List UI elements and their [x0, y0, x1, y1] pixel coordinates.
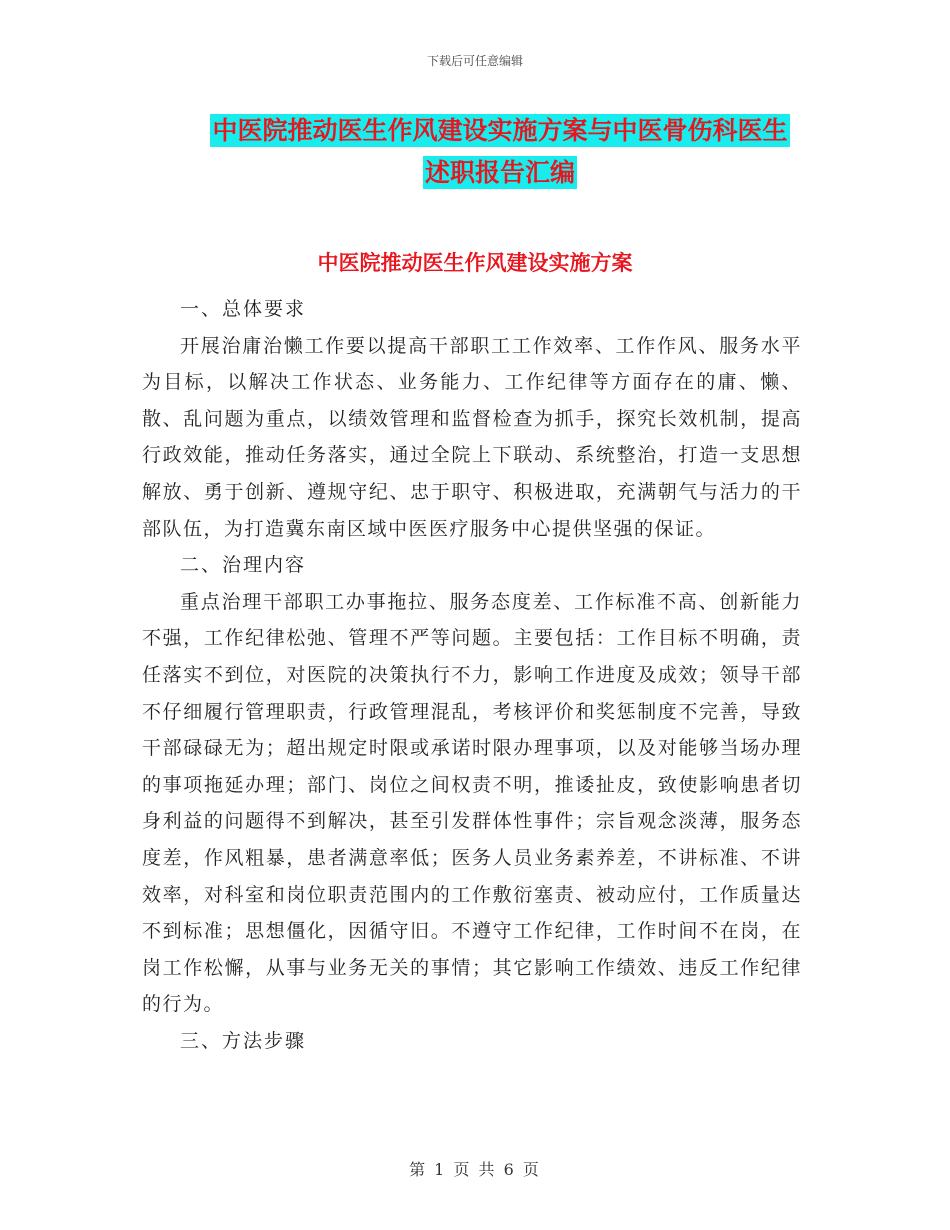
page-footer: 第 1 页 共 6 页	[409, 1160, 541, 1179]
document-body	[142, 291, 802, 1059]
page-header-note: 下载后可任意编辑	[426, 54, 523, 68]
section-title: 中医院推动医生作风建设实施方案	[317, 251, 633, 275]
paragraph-overall-requirements: 开展治庸治懒工作要以提高干部职工工作效率、工作作风、服务水平为目标，以解决工作状态、业务能力、工作纪律等方面存在的庸、懒、散、乱问题为重点，以绩效管理和监督检查为抓手，探究长效机制，提高行政效能，推动任务落实，通过全院上下联动、系统整治，打造一支思想解放、勇于创新、遵规守纪、忠于职守、积极进取，充满朝气与活力的干部队伍，为打造冀东南区域中医医疗服务中心提供坚强的保证。	[142, 334, 802, 540]
document-title-line-1: 中医院推动医生作风建设实施方案与中医骨伤科医生	[212, 116, 788, 145]
document-title-line-2: 述职报告汇编	[424, 158, 575, 187]
paragraph-governance-content: 重点治理干部职工办事拖拉、服务态度差、工作标准不高、创新能力不强，工作纪律松弛、管理不严等问题。主要包括：工作目标不明确，责任落实不到位，对医院的决策执行不力，影响工作进度及成效；领导干部不仔细履行管理职责，行政管理混乱，考核评价和奖惩制度不完善，导致干部碌碌无为；超出规定时限或承诺时限办理事项，以及对能够当场办理的事项拖延办理；部门、岗位之间权责不明，推诿扯皮，致使影响患者切身利益的问题得不到解决，甚至引发群体性事件；宗旨观念淡薄，服务态度差，作风粗暴，患者满意率低；医务人员业务素养差，不讲标准、不讲效率，对科室和岗位职责范围内的工作敷衍塞责、被动应付，工作质量达不到标准；思想僵化，因循守旧。不遵守工作纪律，工作时间不在岗，在岗工作松懈，从事与业务无关的事情；其它影响工作绩效、违反工作纪律的行为。	[142, 590, 802, 1016]
document-title	[150, 110, 850, 194]
heading-overall-requirements: 一、总体要求	[180, 298, 307, 320]
heading-governance-content: 二、治理内容	[180, 554, 307, 577]
heading-method-steps: 三、方法步骤	[180, 1029, 307, 1052]
